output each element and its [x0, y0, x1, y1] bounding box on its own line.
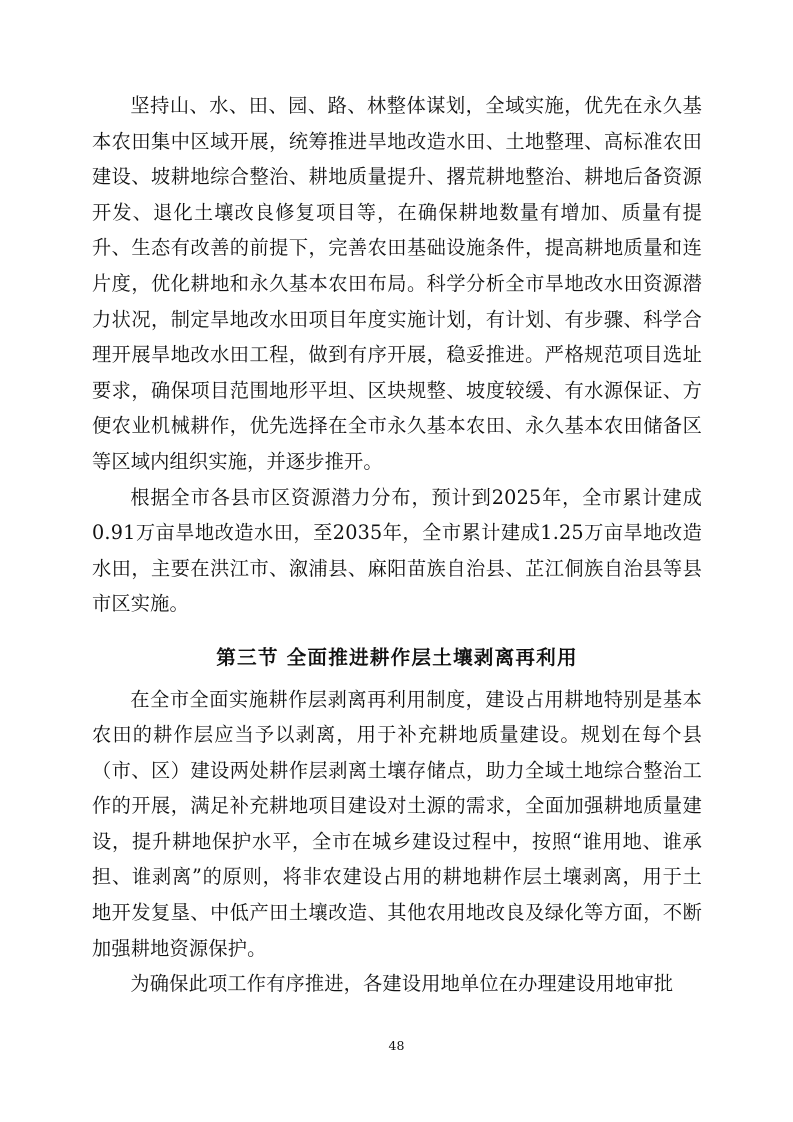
paragraph-2: 根据全市各县市区资源潜力分布，预计到2025年，全市累计建成0.91万亩旱地改造水田，至2035年，全市累计建成1.25万亩旱地改造水田，主要在洪江市、溆浦县、麻阳苗族自治县、芷江侗族自治县等县市区实施。 [92, 485, 702, 616]
page-number: 48 [388, 1038, 405, 1053]
page-content [92, 88, 702, 1002]
paragraph-1: 坚持山、水、田、园、路、林整体谋划，全域实施，优先在永久基本农田集中区域开展，统筹推进旱地改造水田、土地整理、高标准农田建设、坡耕地综合整治、耕地质量提升、撂荒耕地整治、耕地后备资源开发、退化土壤改良修复项目等，在确保耕地数量有增加、质量有提升、生态有改善的前提下，完善农田基础设施条件，提高耕地质量和连片度，优化耕地和永久基本农田布局。科学分析全市旱地改水田资源潜力状况，制定旱地改水田项目年度实施计划，有计划、有步骤、科学合理开展旱地改水田工程，做到有序开展，稳妥推进。严格规范项目选址要求，确保项目范围地形平坦、区块规整、坡度较缓、有水源保证、方便农业机械耕作，优先选择在全市永久基本农田、永久基本农田储备区等区域内组织实施，并逐步推开。 [92, 94, 702, 473]
paragraph-3: 在全市全面实施耕作层剥离再利用制度，建设占用耕地特别是基本农田的耕作层应当予以剥离，用于补充耕地质量建设。规划在每个县（市、区）建设两处耕作层剥离土壤存储点，助力全域土地综合整治工作的开展，满足补充耕地项目建设对土源的需求，全面加强耕地质量建设，提升耕地保护水平，全市在城乡建设过程中，按照“谁用地、谁承担、谁剥离”的原则，将非农建设占用的耕地耕作层土壤剥离，用于土地开发复垦、中低产田土壤改造、其他农用地改良及绿化等方面，不断加强耕地资源保护。 [92, 687, 702, 960]
paragraph-4: 为确保此项工作有序推进，各建设用地单位在办理建设用地审批 [130, 972, 674, 996]
section-heading: 第三节 全面推进耕作层土壤剥离再利用 [216, 645, 578, 669]
